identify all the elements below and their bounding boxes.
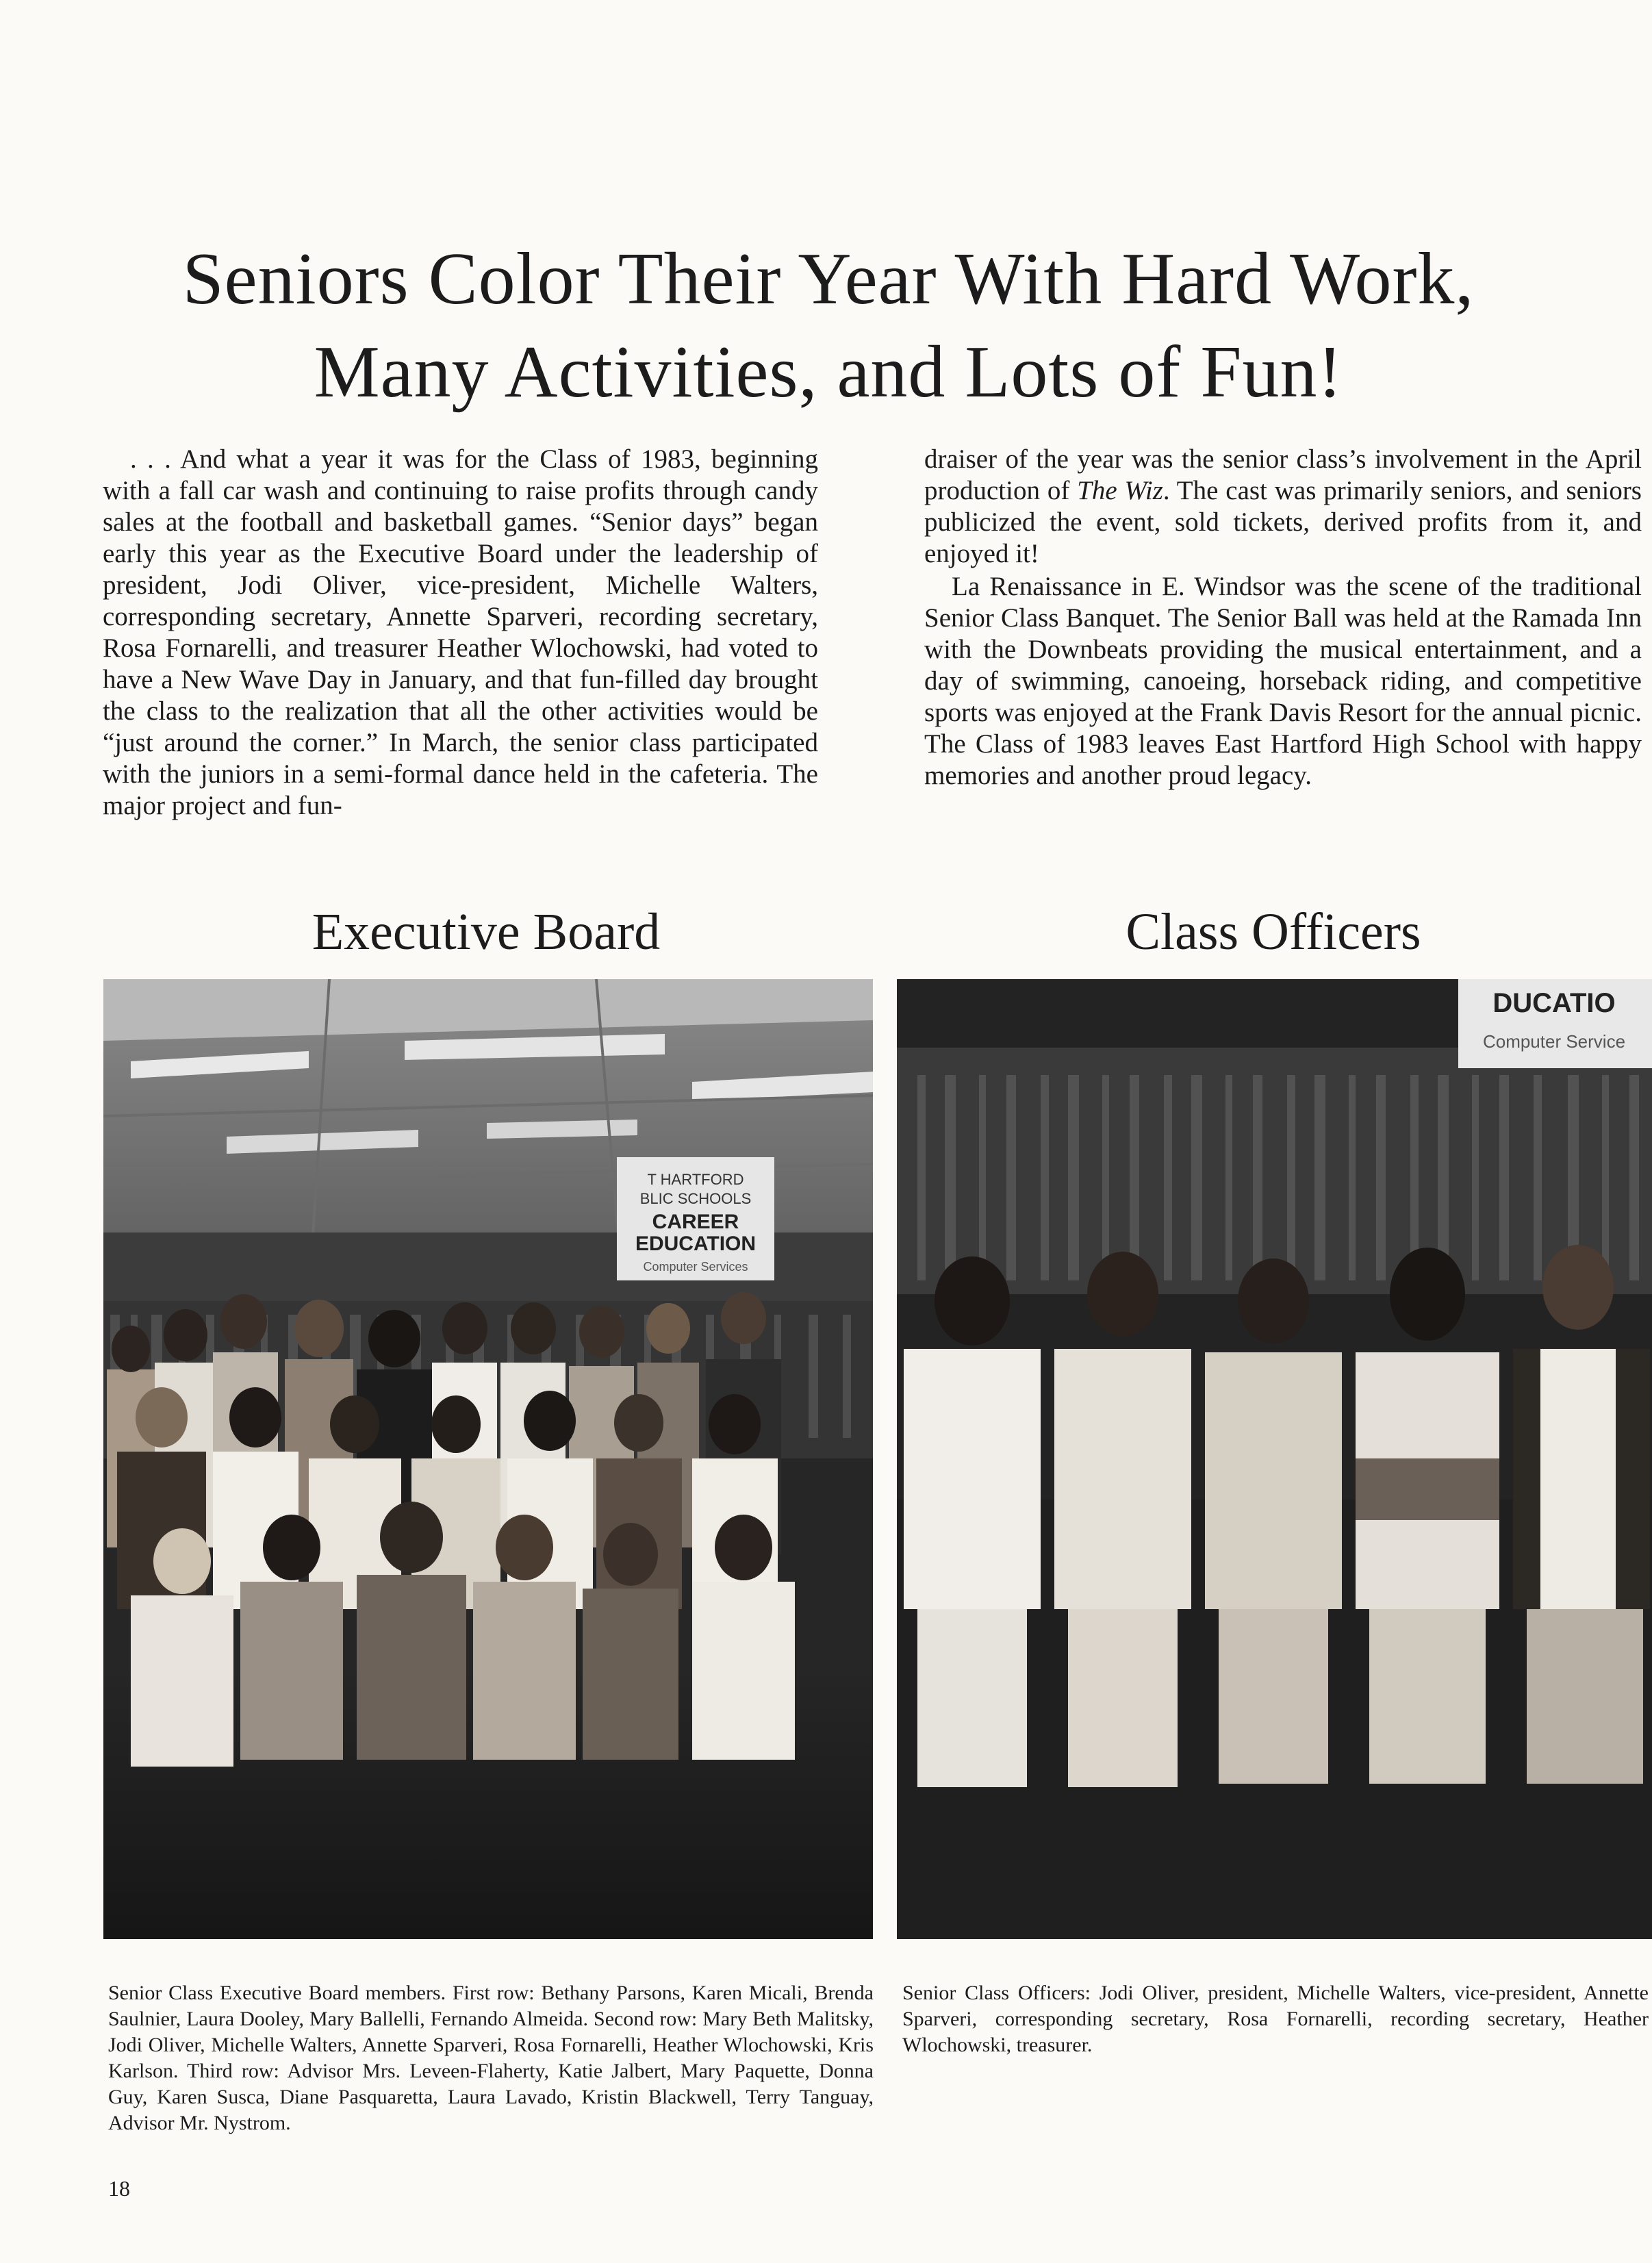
play-title: The Wiz: [1077, 476, 1163, 505]
sign-text: EDUCATION: [635, 1232, 757, 1255]
article-text: draiser of the year was the senior class’s involvement in the April production of: [924, 444, 1642, 505]
sign-text: BLIC SCHOOLS: [639, 1190, 752, 1207]
page-title-line-1: Seniors Color Their Year With Hard Work,: [182, 238, 1475, 320]
sign-text: DUCATIO: [1492, 988, 1616, 1018]
class-officers-caption: Senior Class Officers: Jodi Oliver, president, Michelle Walters, vice-president, Annette Sparveri, corresponding secretary, Rosa Fornarelli, recording secretary, Heather Wlochowski, treasurer.: [902, 1982, 1649, 2056]
article-paragraph: . . . And what a year it was for the Class of 1983, beginning with a fall car wash and continuing to raise profits through candy sales at the football and basketball games. “Senior days” began early this year as the Executive Board under the leadership of president, Jodi Oliver, vice-president, Michelle Walters, corresponding secretary, Annette Sparveri, recording secretary, Rosa Fornarelli, and treasurer Heather Wlochowski, had voted to have a New Wave Day in January, and that fun-filled day brought the class to the realization that all the other activities would be “just around the corner.” In March, the senior class participated with the juniors in a semi-formal dance held in the cafeteria. The major project and fun-: [103, 444, 818, 820]
sign-text: CAREER: [652, 1211, 739, 1233]
class-officers-heading: Class Officers: [1126, 903, 1421, 961]
executive-board-caption: Senior Class Executive Board members. First row: Bethany Parsons, Karen Micali, Brenda Saulnier, Laura Dooley, Mary Ballelli, Fernando Almeida. Second row: Mary Beth Malitsky, Jodi Oliver, Michelle Walters, Annette Sparveri, Rosa Fornarelli, Heather Wlochowski, Kris Karlson. Third row: Advisor Mrs. Leveen-Flaherty, Katie Jalbert, Mary Paquette, Donna Guy, Karen Susca, Diane Pasquaretta, Laura Lavado, Kristin Blackwell, Terry Tanguay, Advisor Mr. Nystrom.: [108, 1982, 874, 2134]
sign-text: T HARTFORD: [647, 1171, 744, 1188]
article-text: . The cast was primarily seniors, and seniors publicized the event, sold tickets, derived profits from it, and enjoyed it!: [924, 476, 1642, 568]
article-left-column: [103, 444, 818, 822]
page-title-line-2: Many Activities, and Lots of Fun!: [314, 331, 1343, 413]
article-paragraph: [924, 444, 1642, 570]
page-number: 18: [108, 2176, 130, 2201]
executive-board-heading: Executive Board: [312, 903, 661, 961]
executive-board-photo-image: [103, 979, 873, 1939]
class-officers-photo: [897, 979, 1652, 1939]
article-right-column: [924, 444, 1642, 792]
class-officers-photo-image: [897, 979, 1652, 1939]
sign-text: Computer Service: [1482, 1031, 1626, 1052]
executive-board-photo: [103, 979, 873, 1939]
sign-text: Computer Services: [643, 1260, 748, 1274]
article-paragraph: La Renaissance in E. Windsor was the scene of the traditional Senior Class Banquet. The Senior Ball was held at the Ramada Inn with the Downbeats providing the musical entertainment, and a day of swimming, canoeing, horseback riding, and competitive sports was enjoyed at the Frank Davis Resort for the annual picnic. The Class of 1983 leaves East Hartford High School with happy memories and another proud legacy.: [924, 572, 1642, 790]
page-title: [96, 233, 1561, 419]
